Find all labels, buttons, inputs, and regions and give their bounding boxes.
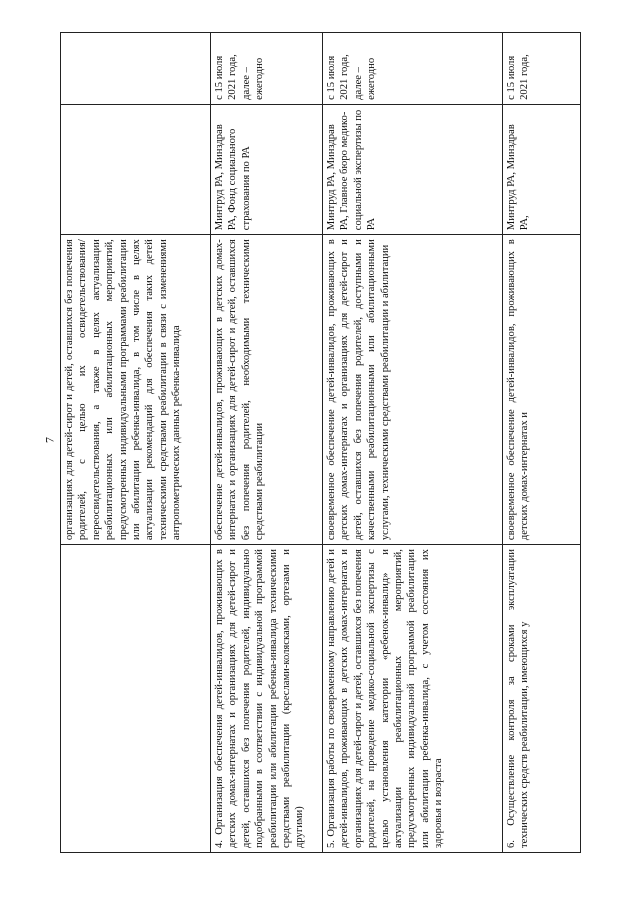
table-row [211, 33, 323, 853]
activity-table [60, 32, 581, 853]
executor-cell: Минтруд РА, Минздрав РА, Главное бюро медико-социальной экспертизы по РА [323, 104, 503, 234]
content-cell: обеспечение детей-инвалидов, проживающих в детских домах-интернатах и организациях для детей-сирот и детей, оставшихся без попечения родителей, необходимыми техническими средствами реабилитации [211, 235, 323, 545]
table-row [61, 33, 211, 853]
action-cell: 4. Организация обеспечения детей-инвалидов, проживающих в детских домах-интернатах и организациях для детей-сирот и детей, оставшихся без попечения родителей, индивидуально подобранными в соответствии с индивидуальной программой реабилитации или абилитации ребенка-инвалида техническими средствами реабилитации (креслами-колясками, ортезами и другими) [211, 545, 323, 853]
action-cell: 5. Организация работы по своевременному направлению детей и детей-инвалидов, проживающих в детских домах-интернатах и организациях для детей-сирот и детей, оставшихся без попечения родителей, на проведение медико-социальной экспертизы с целью установления категории «ребенок-инвалид» и актуализации реабилитационных мероприятий, предусмотренных индивидуальной программой реабилитации или абилитации ребенка-инвалида, с учетом состояния их здоровья и возраста [323, 545, 503, 853]
rotated-table-container [60, 32, 580, 853]
term-cell: с 15 июля 2021 года, [503, 33, 581, 105]
executor-cell [61, 104, 211, 234]
page-number: 7 [42, 437, 57, 443]
content-cell: своевременное обеспечение детей-инвалидов, проживающих в детских домах-интернатах и организациях для детей-сирот и детей, оставшихся без попечения родителей, доступными и качественными реабилитационными или абилитационными услугами, техническими средствами реабилитации и абилитации [323, 235, 503, 545]
content-cell: своевременное обеспечение детей-инвалидов, проживающих в детских домах-интернатах и [503, 235, 581, 545]
content-cell: организациях для детей-сирот и детей, оставшихся без попечения родителей, с целью их освидетельствования/переосвидетельствования, а также в целях актуализации реабилитационных или абилитационных мероприятий, предусмотренных индивидуальными программами реабилитации или абилитации ребенка-инвалида, в том числе в целях актуализации рекомендаций для обеспечения таких детей техническими средствами реабилитации в связи с изменениями антропометрических данных ребенка-инвалида [61, 235, 211, 545]
term-cell: с 15 июля 2021 года, далее – ежегодно [323, 33, 503, 105]
executor-cell: Минтруд РА, Минздрав РА, Фонд социального страхования по РА [211, 104, 323, 234]
table-row [503, 33, 581, 853]
action-cell [61, 545, 211, 853]
table-row [323, 33, 503, 853]
term-cell: с 15 июля 2021 года, далее – ежегодно [211, 33, 323, 105]
action-cell: 6. Осуществление контроля за сроками эксплуатации технических средств реабилитации, имеющихся у [503, 545, 581, 853]
term-cell [61, 33, 211, 105]
executor-cell: Минтруд РА, Минздрав РА, [503, 104, 581, 234]
